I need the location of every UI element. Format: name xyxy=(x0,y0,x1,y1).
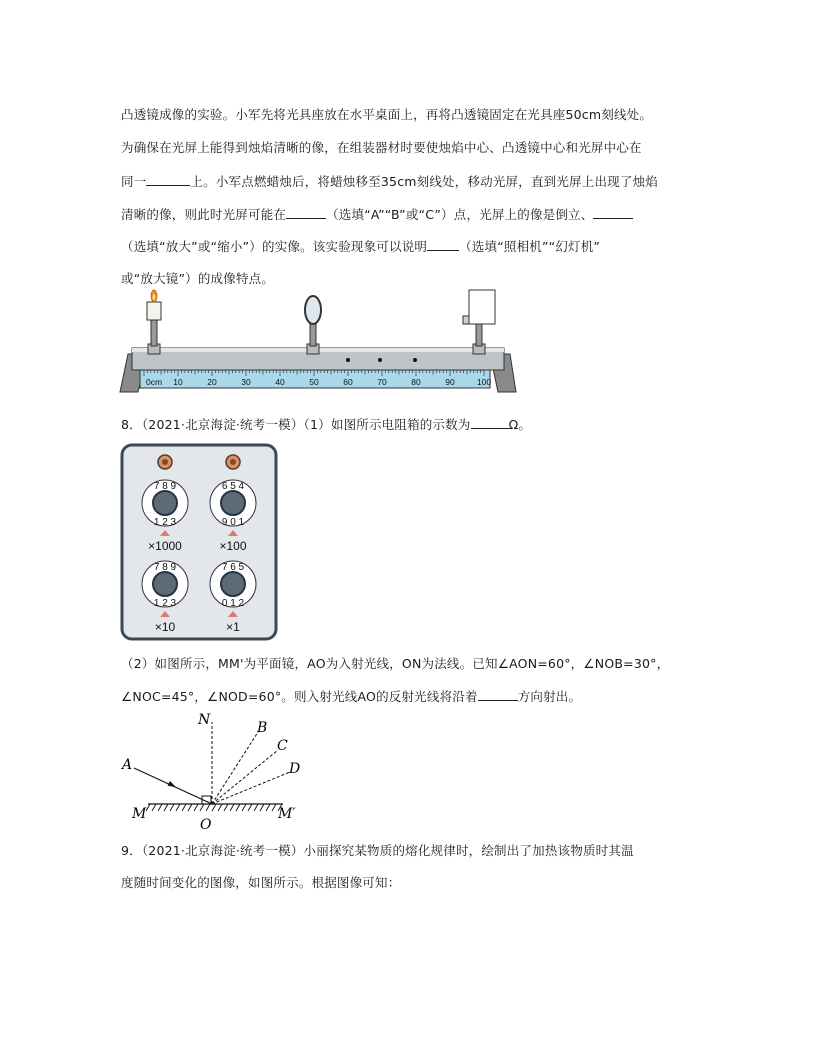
answer-blank-3[interactable] xyxy=(593,206,633,219)
svg-text:9 0 1: 9 0 1 xyxy=(221,517,245,528)
ruler-tick-label: 10 xyxy=(173,377,183,387)
ruler-tick-label: 50 xyxy=(309,377,319,387)
point-c-dot xyxy=(413,358,417,362)
answer-blank-5[interactable] xyxy=(471,416,509,429)
terminal-left xyxy=(158,455,172,469)
ruler-tick-label: 0cm xyxy=(146,377,163,387)
mirror-reflection-figure xyxy=(118,708,308,836)
q8-part2-line-1: （2）如图所示，MM'为平面镜，AO为入射光线，ON为法线。已知∠AON=60°，∠NOB=30°， xyxy=(121,656,670,671)
dial-x100-label: ×100 xyxy=(219,539,247,553)
dial-x1000-label: ×1000 xyxy=(148,539,182,553)
answer-blank-4[interactable] xyxy=(427,238,459,251)
ray-ob xyxy=(212,732,258,804)
label-d: D xyxy=(289,761,301,777)
incident-ray-arrow xyxy=(168,781,177,787)
label-b: B xyxy=(257,720,268,736)
q9-line-2: 度随时间变化的图像，如图所示。根据图像可知： xyxy=(121,875,401,890)
label-c: C xyxy=(277,738,288,754)
ruler-tick-label: 20 xyxy=(207,377,217,387)
candle xyxy=(147,290,161,354)
ruler-tick-label: 40 xyxy=(275,377,285,387)
label-m-prime: M′ xyxy=(278,806,296,822)
ray-oc xyxy=(212,750,278,804)
terminal-right xyxy=(226,455,240,469)
optical-bench-figure xyxy=(118,288,518,398)
q7-line-6: 或“放大镜”）的成像特点。 xyxy=(121,271,275,286)
answer-blank-2[interactable] xyxy=(286,206,326,219)
label-n: N xyxy=(198,712,211,728)
q8-header: 8．（2021·北京海淀·统考一模）（1）如图所示电阻箱的示数为 Ω。 xyxy=(121,417,532,432)
label-a: A xyxy=(122,757,133,773)
q7-line-2: 为确保在光屏上能得到烛焰清晰的像，在组装器材时要使烛焰中心、凸透镜中心和光屏中心在 xyxy=(121,140,642,155)
ruler-tick-label: 70 xyxy=(377,377,387,387)
ruler-tick-label: 90 xyxy=(445,377,455,387)
q7-line-4: 清晰的像，则此时光屏可能在 （选填“A”“B”或“C”）点，光屏上的像是倒立、 xyxy=(121,206,633,223)
answer-blank-1[interactable] xyxy=(146,173,190,186)
dial-x10-label: ×10 xyxy=(154,620,176,634)
label-o: O xyxy=(200,817,212,833)
svg-text:6 5 4: 6 5 4 xyxy=(221,481,245,492)
point-a-dot xyxy=(346,358,350,362)
convex-lens xyxy=(305,296,321,354)
mirror-hatching xyxy=(146,804,282,811)
svg-text:0 1 2: 0 1 2 xyxy=(221,598,245,609)
svg-text:7 6 5: 7 6 5 xyxy=(221,562,245,573)
ruler-tick-label: 30 xyxy=(241,377,251,387)
point-b-dot xyxy=(378,358,382,362)
svg-text:7 8 9: 7 8 9 xyxy=(153,562,177,573)
dial-x1-label: ×1 xyxy=(226,620,240,634)
light-screen xyxy=(463,290,495,354)
ruler-tick-label: 80 xyxy=(411,377,421,387)
ruler-tick-label: 60 xyxy=(343,377,353,387)
answer-blank-6[interactable] xyxy=(478,688,518,701)
svg-text:7 8 9: 7 8 9 xyxy=(153,481,177,492)
ray-od xyxy=(212,772,290,804)
svg-text:1 2 3: 1 2 3 xyxy=(153,517,177,528)
resistance-box-panel xyxy=(122,445,276,639)
label-m: M xyxy=(132,806,147,822)
ruler-tick-label: 100 xyxy=(476,377,492,387)
q7-line-1: 凸透镜成像的实验。小军先将光具座放在水平桌面上，再将凸透镜固定在光具座50cm刻线处。 xyxy=(121,107,653,122)
q7-line-3: 同一 上。小军点燃蜡烛后，将蜡烛移至35cm刻线处，移动光屏，直到光屏上出现了烛焰 xyxy=(121,174,658,189)
resistance-box-figure xyxy=(120,443,280,643)
svg-text:1 2 3: 1 2 3 xyxy=(153,598,177,609)
q8-part2-line-2: ∠NOC=45°，∠NOD=60°。则入射光线AO的反射光线将沿着 方向射出。 xyxy=(121,689,582,704)
q7-line-5: （选填“放大”或“缩小”）的实像。该实验现象可以说明 （选填“照相机”“幻灯机” xyxy=(121,239,601,254)
q9-line-1: 9．（2021·北京海淀·统考一模）小丽探究某物质的熔化规律时，绘制出了加热该物质时其温 xyxy=(121,843,634,858)
